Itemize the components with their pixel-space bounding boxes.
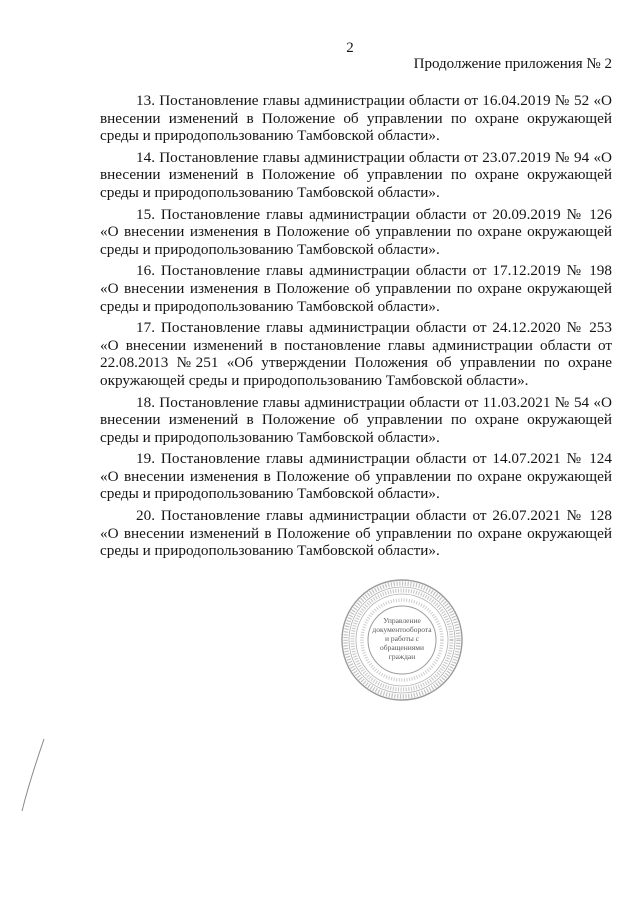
list-item: 13. Постановление главы администрации области от 16.04.2019 № 52 «О внесении изменений в Положение об управлении по охране окружающей среды и природопользованию Тамбовской области». bbox=[100, 92, 612, 145]
document-list bbox=[100, 92, 612, 564]
list-item: 16. Постановление главы администрации области от 17.12.2019 № 198 «О внесении изменения в Положение об управлении по охране окружающей среды и природопользованию Тамбовской области». bbox=[100, 262, 612, 315]
list-item: 18. Постановление главы администрации области от 11.03.2021 № 54 «О внесении изменений в Положение об управлении по охране окружающей среды и природопользованию Тамбовской области». bbox=[100, 393, 612, 446]
list-item: 20. Постановление главы администрации области от 26.07.2021 № 128 «О внесении изменений в Положение об управлении по охране окружающей среды и природопользованию Тамбовской области». bbox=[100, 507, 612, 560]
pen-stroke-mark bbox=[18, 735, 48, 815]
list-item: 14. Постановление главы администрации области от 23.07.2019 № 94 «О внесении изменений в Положение об управлении по охране окружающей среды и природопользованию Тамбовской области». bbox=[100, 148, 612, 201]
list-item: 15. Постановление главы администрации области от 20.09.2019 № 126 «О внесении изменения в Положение об управлении по охране окружающей среды и природопользованию Тамбовской области». bbox=[100, 205, 612, 258]
page-number: 2 bbox=[346, 40, 354, 56]
list-item: 19. Постановление главы администрации области от 14.07.2021 № 124 «О внесении изменения в Положение об управлении по охране окружающей среды и природопользованию Тамбовской области». bbox=[100, 450, 612, 503]
continuation-note: Продолжение приложения № 2 bbox=[413, 56, 612, 72]
seal-center-text: Управление документооборота и работы с обращениями граждан bbox=[372, 616, 432, 661]
official-seal bbox=[340, 578, 464, 702]
list-item: 17. Постановление главы администрации области от 24.12.2020 № 253 «О внесении изменений в постановление главы администрации области от 22.08.2013 №251 «Об утверждении Положения об управлении по охране окружающей среды и природопользованию Тамбовской области». bbox=[100, 319, 612, 389]
